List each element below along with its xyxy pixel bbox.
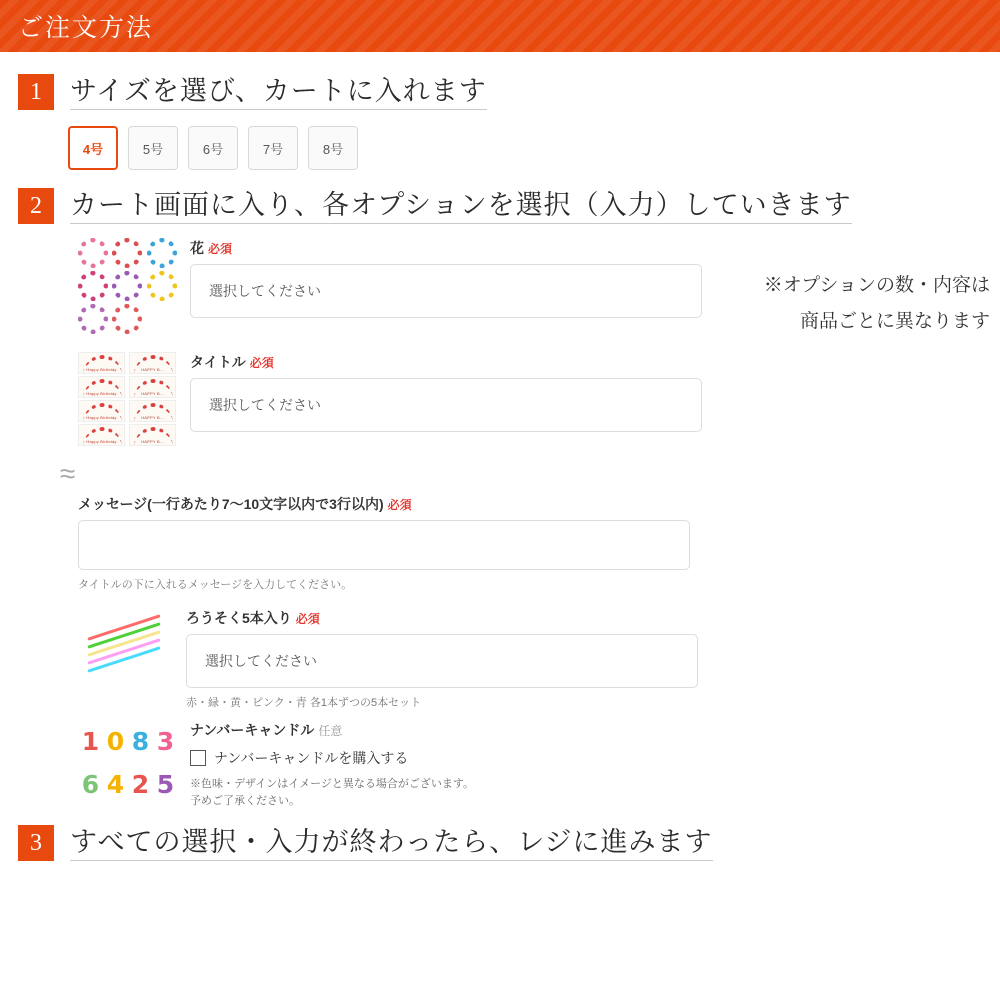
size-option-4[interactable]: 4号 [68, 126, 118, 170]
title-thumb [129, 400, 176, 422]
title-thumb [129, 424, 176, 446]
number-candle-digit: 5 [156, 770, 175, 799]
number-candle-note-line-2: 予めご了承ください。 [190, 794, 300, 807]
number-candle-digit: 3 [156, 727, 175, 756]
page-title: ご注文方法 [18, 15, 154, 42]
title-required-badge: 必須 [249, 356, 274, 370]
title-thumb-text: Happy Birthday [86, 367, 117, 372]
size-option-5[interactable]: 5号 [128, 126, 178, 170]
flower-select[interactable]: 選択してください [190, 264, 702, 318]
title-thumb [78, 424, 125, 446]
number-candle-digit: 4 [106, 770, 125, 799]
flower-required-badge: 必須 [208, 242, 233, 256]
flower-thumb [112, 271, 142, 301]
number-candle-note [190, 776, 702, 809]
message-label-row [78, 494, 690, 514]
title-thumb-text: Happy Birthday [86, 415, 117, 420]
title-thumb [129, 376, 176, 398]
number-candle-body [190, 720, 702, 809]
size-selector[interactable] [68, 126, 1000, 170]
candle-required-badge: 必須 [295, 612, 320, 626]
flower-label: 花 [190, 240, 204, 256]
flower-label-row [190, 238, 702, 258]
title-thumb-text: Happy Birthday [86, 439, 117, 444]
step-3-title: すべての選択・入力が終わったら、レジに進みます [70, 828, 713, 861]
candle-select[interactable]: 選択してください [186, 634, 698, 688]
number-candle-checkbox-row[interactable] [190, 748, 702, 768]
option-message [78, 494, 690, 592]
title-thumb [78, 400, 125, 422]
number-candle-digit: 0 [106, 727, 125, 756]
number-candle-label-row [190, 720, 702, 740]
step-1 [0, 74, 1000, 110]
step-1-number: 1 [18, 74, 54, 110]
number-candle-digit: 1 [81, 727, 100, 756]
size-option-7[interactable]: 7号 [248, 126, 298, 170]
candle-thumbnail [78, 608, 174, 680]
flower-thumbnail-grid [78, 238, 178, 334]
message-hint: タイトルの下に入れるメッセージを入力してください。 [78, 579, 353, 591]
step-3 [0, 825, 1000, 861]
option-candle [78, 608, 1000, 710]
number-candle-checkbox[interactable] [190, 750, 206, 766]
title-label: タイトル [190, 354, 246, 370]
message-label: メッセージ(一行あたり7〜10文字以内で3行以内) [78, 496, 384, 512]
flower-thumb-spacer [147, 304, 178, 334]
step-2-number: 2 [18, 188, 54, 224]
section-break-icon: ≈ [60, 458, 76, 489]
size-option-8[interactable]: 8号 [308, 126, 358, 170]
options-note [690, 268, 990, 340]
option-number-candle [78, 720, 1000, 809]
flower-thumb [112, 238, 142, 268]
flower-thumb [78, 271, 108, 301]
page-header [0, 0, 1000, 52]
number-candle-note-line-1: ※色味・デザインはイメージと異なる場合がございます。 [190, 778, 475, 790]
message-textarea[interactable] [78, 520, 690, 570]
step-2 [0, 188, 1000, 224]
candle-label: ろうそく5本入り [186, 610, 292, 626]
title-thumb-text: HAPPY B... [141, 391, 164, 396]
number-candle-optional-badge: 任意 [318, 724, 343, 738]
step-3-number: 3 [18, 825, 54, 861]
title-thumb [129, 352, 176, 374]
title-thumb [78, 376, 125, 398]
title-thumb-text: HAPPY B... [141, 439, 164, 444]
flower-option-body [190, 238, 702, 334]
step-2-title: カート画面に入り、各オプションを選択（入力）していきます [70, 191, 852, 224]
number-candle-thumbnail [78, 720, 178, 806]
number-candle-label: ナンバーキャンドル [190, 722, 315, 738]
candle-option-body [186, 608, 698, 710]
size-option-6[interactable]: 6号 [188, 126, 238, 170]
flower-thumb [78, 238, 108, 268]
candle-hint: 赤・緑・黄・ピンク・青 各1本ずつの5本セット [186, 697, 422, 709]
options-note-line-2: 商品ごとに異なります [799, 311, 990, 333]
title-select[interactable]: 選択してください [190, 378, 702, 432]
step-1-title: サイズを選び、カートに入れます [70, 77, 487, 110]
flower-thumb [147, 271, 177, 301]
message-required-badge: 必須 [387, 498, 412, 512]
number-candle-digit: 2 [131, 770, 150, 799]
flower-thumb [78, 304, 108, 334]
title-thumb-text: Happy Birthday [86, 391, 117, 396]
title-thumb-text: HAPPY B... [141, 415, 164, 420]
options-note-line-1: ※オプションの数・内容は [763, 275, 990, 296]
flower-thumb [112, 304, 142, 334]
flower-thumb [147, 238, 177, 268]
number-candle-digit: 6 [81, 770, 100, 799]
title-thumbnail-grid [78, 352, 178, 446]
title-thumb-text: HAPPY B... [141, 367, 164, 372]
title-label-row [190, 352, 702, 372]
option-title [78, 352, 1000, 446]
title-thumb [78, 352, 125, 374]
number-candle-checkbox-label: ナンバーキャンドルを購入する [214, 750, 409, 766]
candle-label-row [186, 608, 698, 628]
title-option-body [190, 352, 702, 446]
number-candle-digit: 8 [131, 727, 150, 756]
